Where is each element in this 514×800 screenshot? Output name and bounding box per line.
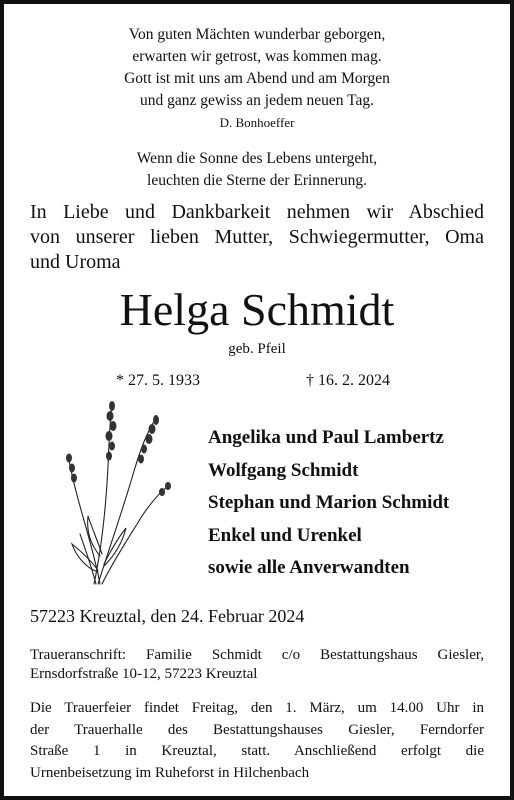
mourner-entry: Stephan und Marion Schmidt <box>208 492 450 513</box>
intro-line: und Uroma <box>30 251 121 273</box>
farewell-intro <box>30 200 484 275</box>
maiden-name: geb. Pfeil <box>228 341 286 357</box>
intro-line: von unserer lieben Mutter, Schwiegermutter, Oma <box>30 226 484 248</box>
deceased-name: Helga Schmidt <box>119 284 395 335</box>
mourner-entry: sowie alle Anverwandten <box>208 557 410 578</box>
mourner-entry: Enkel und Urenkel <box>208 524 362 546</box>
death-date: † 16. 2. 2024 <box>306 372 390 389</box>
poem-author: D. Bonhoeffer <box>219 115 295 130</box>
place-and-date: 57223 Kreuztal, den 24. Februar 2024 <box>30 606 305 626</box>
service-line: Urnenbeisetzung im Ruheforst in Hilchenbach <box>30 764 310 781</box>
memorial-quote <box>4 148 510 192</box>
quote-line: Wenn die Sonne des Lebens untergeht, <box>136 150 378 167</box>
address-line: Ernsdorfstraße 10-12, 57223 Kreuztal <box>30 666 258 682</box>
service-line: der Trauerhalle des Bestattungshauses Giesler, Ferndorfer <box>30 721 484 738</box>
poem-line: und ganz gewiss an jedem neuen Tag. <box>139 92 375 109</box>
birth-date: * 27. 5. 1933 <box>116 372 200 389</box>
poem-line: Gott ist mit uns am Abend und am Morgen <box>124 70 390 87</box>
bonhoeffer-poem <box>4 24 510 134</box>
service-line: Die Trauerfeier findet Freitag, den 1. März, um 14.00 Uhr in <box>30 700 484 716</box>
quote-line: leuchten die Sterne der Erinnerung. <box>147 172 367 189</box>
poem-line: erwarten wir getrost, was kommen mag. <box>132 48 382 65</box>
funeral-service-info <box>30 698 484 784</box>
address-line: Traueranschrift: Familie Schmidt c/o Bestattungshaus Giesler, <box>30 647 484 663</box>
mourning-address <box>30 646 484 684</box>
poem-line: Von guten Mächten wunderbar geborgen, <box>128 26 386 43</box>
mourner-entry: Angelika und Paul Lambertz <box>208 427 444 448</box>
service-line: Straße 1 in Kreuztal, statt. Anschließend erfolgt die <box>30 743 484 759</box>
lavender-sprig-icon <box>64 396 184 586</box>
mourners-list <box>208 422 449 585</box>
mourner-entry: Wolfgang Schmidt <box>208 459 359 481</box>
intro-line: In Liebe und Dankbarkeit nehmen wir Abschied <box>30 201 484 223</box>
